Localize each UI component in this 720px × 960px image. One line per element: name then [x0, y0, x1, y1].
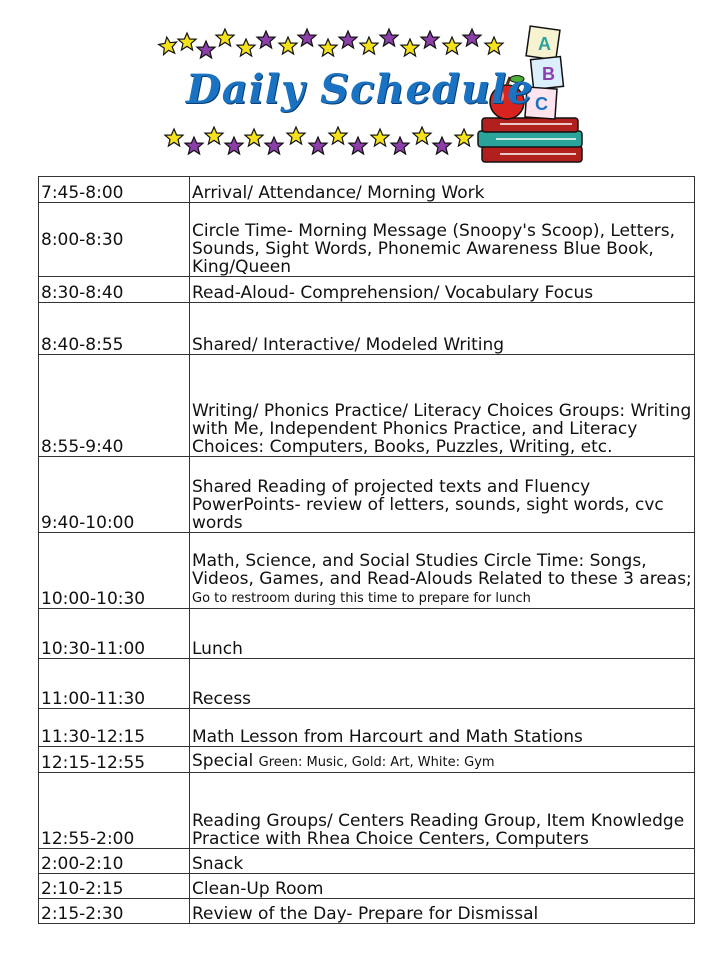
activity-text: Special	[192, 751, 254, 771]
time-cell: 10:00-10:30	[39, 533, 190, 609]
table-row	[39, 747, 695, 773]
activity-note: Green: Music, Gold: Art, White: Gym	[258, 755, 495, 770]
activity-cell: Arrival/ Attendance/ Morning Work	[190, 177, 695, 203]
activity-cell: Shared/ Interactive/ Modeled Writing	[190, 303, 695, 355]
table-row	[39, 609, 695, 659]
activity-cell: Shared Reading of projected texts and Fluency PowerPoints- review of letters, sounds, sight words, cvc words	[190, 457, 695, 533]
table-row	[39, 177, 695, 203]
table-row	[39, 203, 695, 277]
table-row	[39, 355, 695, 457]
time-cell: 8:00-8:30	[39, 203, 190, 277]
activity-cell: Reading Groups/ Centers Reading Group, Item Knowledge Practice with Rhea Choice Centers, Computers	[190, 773, 695, 849]
books-icon	[478, 118, 582, 162]
activity-cell: Review of the Day- Prepare for Dismissal	[190, 899, 695, 924]
page-title: Daily Schedule	[186, 66, 534, 113]
block-letter-a: A	[538, 34, 551, 54]
activity-text: Math, Science, and Social Studies Circle Time: Songs, Videos, Games, and Read-Alouds Related to these 3 areas;	[192, 551, 692, 589]
bottom-star-row-icon	[165, 127, 473, 154]
top-star-row-icon	[158, 29, 503, 58]
activity-note: Go to restroom during this time to prepare for lunch	[192, 591, 531, 606]
time-cell: 11:00-11:30	[39, 659, 190, 709]
table-row	[39, 899, 695, 924]
table-row	[39, 533, 695, 609]
table-row	[39, 659, 695, 709]
time-cell: 9:40-10:00	[39, 457, 190, 533]
activity-cell	[190, 533, 695, 609]
time-cell: 10:30-11:00	[39, 609, 190, 659]
activity-cell: Writing/ Phonics Practice/ Literacy Choices Groups: Writing with Me, Independent Phonics Practice, and Literacy Choices: Computers, Books, Puzzles, Writing, etc.	[190, 355, 695, 457]
time-cell: 8:40-8:55	[39, 303, 190, 355]
time-cell: 8:55-9:40	[39, 355, 190, 457]
time-cell: 8:30-8:40	[39, 277, 190, 303]
schedule-table	[38, 176, 695, 924]
table-row	[39, 709, 695, 747]
time-cell: 7:45-8:00	[39, 177, 190, 203]
time-cell: 12:15-12:55	[39, 747, 190, 773]
activity-cell: Clean-Up Room	[190, 874, 695, 899]
table-row	[39, 277, 695, 303]
time-cell: 2:15-2:30	[39, 899, 190, 924]
activity-cell: Circle Time- Morning Message (Snoopy's Scoop), Letters, Sounds, Sight Words, Phonemic Awareness Blue Book, King/Queen	[190, 203, 695, 277]
header	[0, 0, 720, 175]
table-row	[39, 849, 695, 874]
time-cell: 2:10-2:15	[39, 874, 190, 899]
time-cell: 2:00-2:10	[39, 849, 190, 874]
activity-cell: Read-Aloud- Comprehension/ Vocabulary Focus	[190, 277, 695, 303]
block-letter-b: B	[542, 64, 555, 84]
time-cell: 12:55-2:00	[39, 773, 190, 849]
activity-cell: Lunch	[190, 609, 695, 659]
activity-cell	[190, 747, 695, 773]
activity-cell: Snack	[190, 849, 695, 874]
activity-cell: Recess	[190, 659, 695, 709]
time-cell: 11:30-12:15	[39, 709, 190, 747]
table-row	[39, 303, 695, 355]
activity-cell: Math Lesson from Harcourt and Math Stations	[190, 709, 695, 747]
table-row	[39, 773, 695, 849]
table-row	[39, 457, 695, 533]
table-row	[39, 874, 695, 899]
block-letter-c: C	[535, 94, 548, 114]
